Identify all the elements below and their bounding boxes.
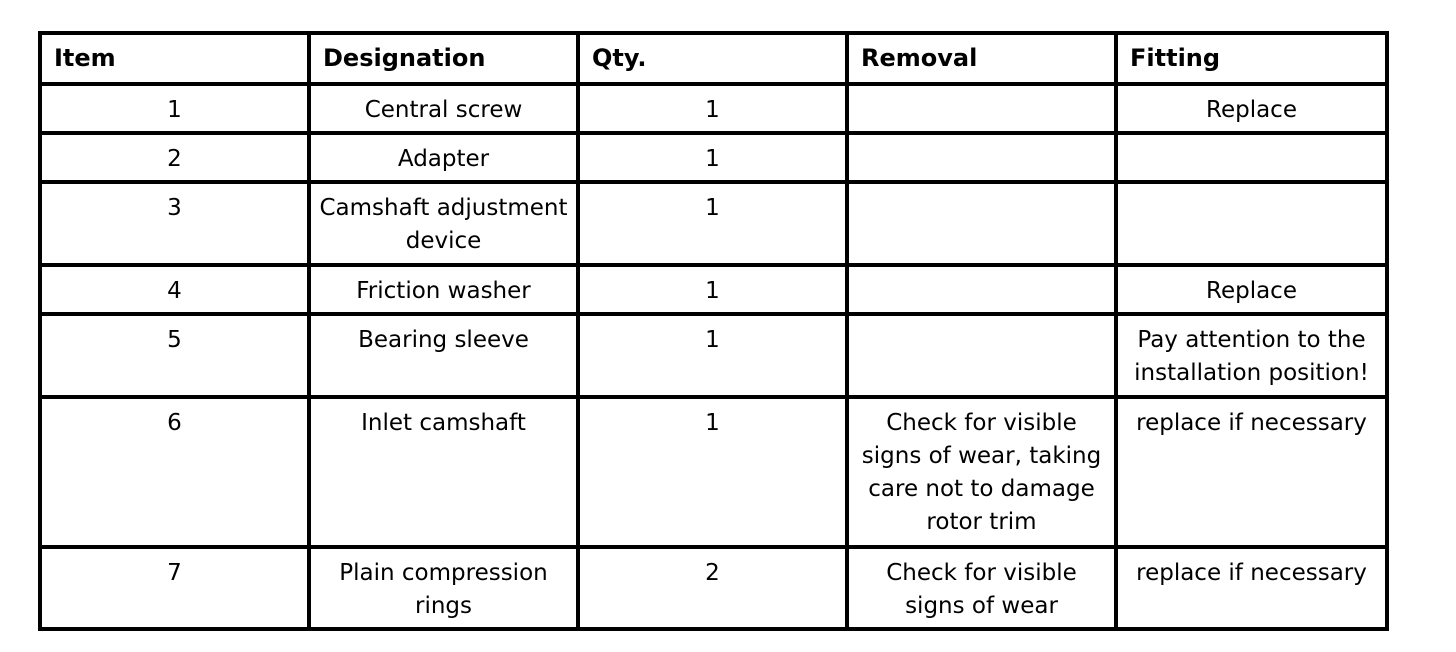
table-row xyxy=(40,182,1387,265)
cell-removal xyxy=(847,265,1116,314)
table-row xyxy=(40,397,1387,547)
cell-item: 6 xyxy=(40,397,309,547)
cell-removal: Check for visible signs of wear xyxy=(847,547,1116,629)
cell-item: 1 xyxy=(40,84,309,133)
cell-qty: 1 xyxy=(578,265,847,314)
cell-designation: Adapter xyxy=(309,133,578,182)
header-row xyxy=(40,33,1387,84)
cell-designation: Bearing sleeve xyxy=(309,314,578,397)
header-designation: Designation xyxy=(309,33,578,84)
table-row xyxy=(40,314,1387,397)
cell-qty: 1 xyxy=(578,133,847,182)
cell-item: 2 xyxy=(40,133,309,182)
header-fitting: Fitting xyxy=(1116,33,1387,84)
cell-designation: Central screw xyxy=(309,84,578,133)
cell-removal xyxy=(847,133,1116,182)
cell-removal xyxy=(847,314,1116,397)
cell-removal xyxy=(847,182,1116,265)
cell-fitting: Pay attention to the installation position! xyxy=(1116,314,1387,397)
table-row xyxy=(40,265,1387,314)
cell-fitting xyxy=(1116,133,1387,182)
cell-item: 3 xyxy=(40,182,309,265)
header-qty: Qty. xyxy=(578,33,847,84)
cell-fitting: Replace xyxy=(1116,84,1387,133)
table-row xyxy=(40,133,1387,182)
table-row xyxy=(40,84,1387,133)
cell-qty: 1 xyxy=(578,84,847,133)
cell-fitting: replace if necessary xyxy=(1116,397,1387,547)
parts-table xyxy=(38,31,1389,631)
cell-designation: Camshaft adjustment device xyxy=(309,182,578,265)
cell-qty: 1 xyxy=(578,397,847,547)
table-row xyxy=(40,547,1387,629)
cell-removal xyxy=(847,84,1116,133)
cell-fitting xyxy=(1116,182,1387,265)
cell-qty: 2 xyxy=(578,547,847,629)
cell-designation: Plain compression rings xyxy=(309,547,578,629)
header-removal: Removal xyxy=(847,33,1116,84)
cell-designation: Inlet camshaft xyxy=(309,397,578,547)
cell-item: 5 xyxy=(40,314,309,397)
cell-item: 7 xyxy=(40,547,309,629)
cell-fitting: Replace xyxy=(1116,265,1387,314)
cell-removal: Check for visible signs of wear, taking care not to damage rotor trim xyxy=(847,397,1116,547)
cell-fitting: replace if necessary xyxy=(1116,547,1387,629)
cell-item: 4 xyxy=(40,265,309,314)
cell-designation: Friction washer xyxy=(309,265,578,314)
cell-qty: 1 xyxy=(578,314,847,397)
header-item: Item xyxy=(40,33,309,84)
cell-qty: 1 xyxy=(578,182,847,265)
